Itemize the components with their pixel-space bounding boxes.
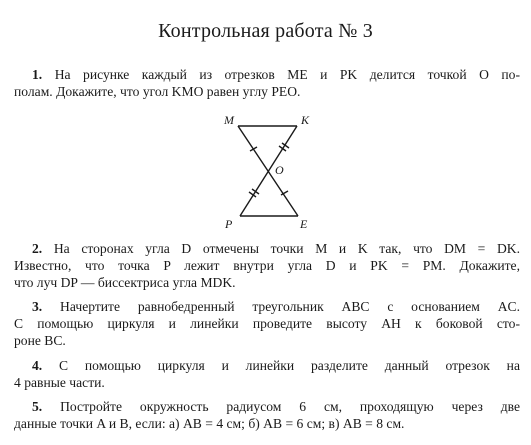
task-2-number: 2. [32,241,43,256]
task-5-line-2: данные точки A и B, если: а) AB = 4 см; б) AB = 6 см; в) AB = 8 см. [14,416,405,431]
task-1-figure [200,108,330,233]
task-5 [14,398,520,432]
task-4-line-1: 4. С помощью циркуля и линейки разделите данный отрезок на [32,358,520,373]
task-5-line-1: 5. Постройте окружность радиусом 6 см, проходящую через две [32,399,520,414]
tick-mark [279,146,286,151]
task-1-number: 1. [32,67,43,82]
label-p: P [225,217,233,231]
task-3-line-2: С помощью циркуля и линейки проведите высоту AH к боковой сто- [14,316,520,331]
task-1-line-2: полам. Докажите, что угол KMO равен углу PEO. [14,84,301,99]
label-e: E [300,217,308,231]
page-title: Контрольная работа № 3 [158,20,373,42]
crossed-segments-diagram [200,108,330,233]
task-2 [14,240,520,291]
task-2-line-3: что луч DP — биссектриса угла MDK. [14,275,236,290]
task-3-number: 3. [32,299,43,314]
label-k: K [301,113,310,127]
task-3-line-3: роне BC. [14,333,66,348]
label-m: M [224,113,234,127]
task-1-line-1: 1. На рисунке каждый из отрезков ME и PK делится точкой O по- [32,67,520,82]
task-4 [14,357,520,391]
task-1 [14,66,520,100]
label-o: O [275,163,284,177]
task-2-line-2: Известно, что точка P лежит внутри угла D и PK = PM. Докажите, [14,258,520,273]
task-5-number: 5. [32,399,43,414]
task-3-line-1: 3. Начертите равнобедренный треугольник ABC с основанием AC. [32,299,521,314]
task-3 [14,298,520,349]
task-2-line-1: 2. На сторонах угла D отмечены точки M и K так, что DM = DK. [32,241,520,256]
task-4-number: 4. [32,358,43,373]
task-4-line-2: 4 равные части. [14,375,105,390]
tick-mark [252,189,259,194]
